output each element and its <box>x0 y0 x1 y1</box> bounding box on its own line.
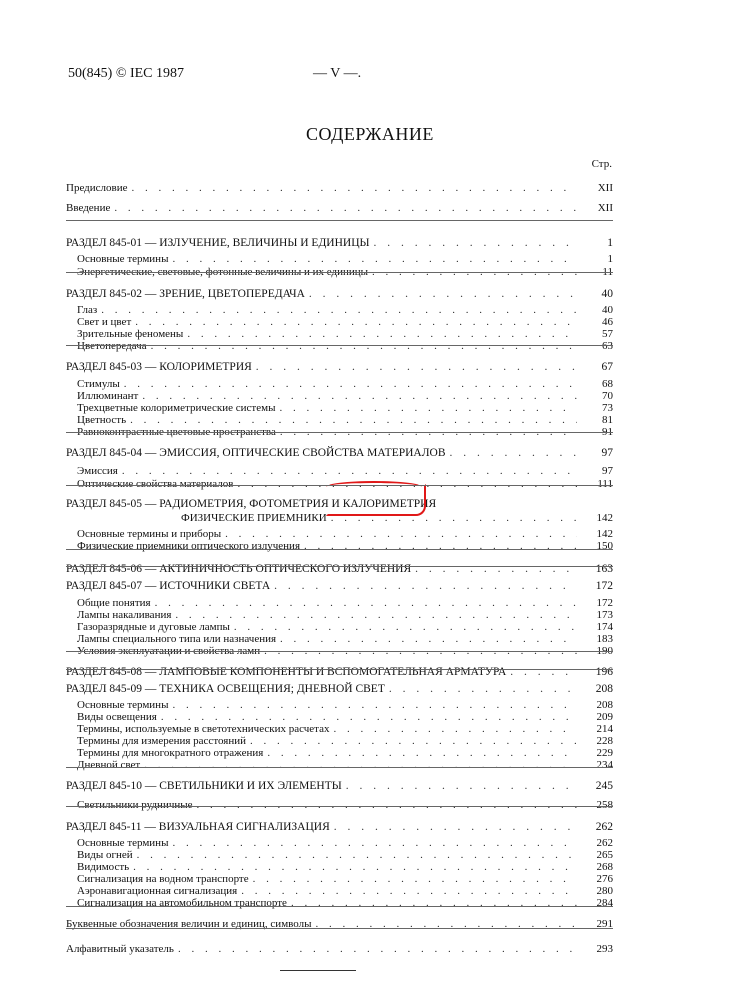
toc-entry-label: Иллюминант <box>77 390 139 402</box>
toc-leader-dots <box>114 202 577 214</box>
toc-page-number: 262 <box>596 837 613 849</box>
toc-entry-label: Термины для измерения расстояний <box>77 735 246 747</box>
toc-leader-dots <box>274 580 577 592</box>
toc-leader-dots <box>389 683 577 695</box>
toc-entry-label: РАЗДЕЛ 845-09 — ТЕХНИКА ОСВЕЩЕНИЯ; ДНЕВНОЙ СВЕТ <box>66 683 385 695</box>
toc-page-number: 172 <box>596 597 613 609</box>
toc-entry-row <box>66 251 613 265</box>
toc-page-number: 46 <box>602 316 613 328</box>
toc-page-number: 234 <box>596 759 613 771</box>
section-divider <box>66 767 613 768</box>
toc-page-number: 40 <box>602 304 613 316</box>
toc-section-row <box>66 664 613 678</box>
page-title: СОДЕРЖАНИЕ <box>306 124 434 144</box>
toc-entry-label: Аэронавигационная сигнализация <box>77 885 238 897</box>
toc-leader-dots <box>291 897 577 909</box>
toc-section-row <box>66 578 613 592</box>
toc-page-number: 209 <box>596 711 613 723</box>
toc-section-row <box>66 561 613 575</box>
toc-page-number: 196 <box>595 666 613 678</box>
toc-entry-label: Виды освещения <box>77 711 157 723</box>
toc-page-number: 245 <box>595 780 613 792</box>
toc-entry-label: Термины, используемые в светотехнических расчетах <box>77 723 330 735</box>
toc-page-number: 173 <box>596 609 613 621</box>
section-divider <box>66 432 613 433</box>
toc-page-number: 73 <box>602 402 613 414</box>
toc-entry-label: Предисловие <box>66 182 128 194</box>
toc-entry-label: Оптические свойства материалов <box>77 478 234 490</box>
header-page-number: — V —. <box>313 66 362 81</box>
toc-entry-label: Видимость <box>77 861 130 873</box>
toc-leader-dots <box>346 780 577 792</box>
toc-entry-label: Лампы накаливания <box>77 609 172 621</box>
red-highlight-mark-underline <box>326 484 426 516</box>
toc-page-number: 1 <box>607 237 613 249</box>
toc-page-number: 208 <box>595 683 613 695</box>
toc-entry-label: Общие понятия <box>77 597 151 609</box>
toc-entry-label: Глаз <box>77 304 98 316</box>
toc-section-row <box>66 778 613 792</box>
toc-leader-dots <box>144 759 577 771</box>
toc-page-number: XII <box>597 182 613 194</box>
toc-page-number: 91 <box>602 426 613 438</box>
toc-leader-dots <box>256 361 577 373</box>
toc-page-number: 63 <box>602 340 613 352</box>
toc-page-number: 57 <box>602 328 613 340</box>
toc-page-number: 284 <box>596 897 613 909</box>
toc-leader-dots <box>334 821 577 833</box>
toc-entry-label: Дневной свет <box>77 759 141 771</box>
toc-entry-label: РАЗДЕЛ 845-07 — ИСТОЧНИКИ СВЕТА <box>66 580 271 592</box>
toc-page-number: 291 <box>596 918 613 930</box>
toc-page-number: 1 <box>607 253 613 265</box>
section-divider <box>66 272 613 273</box>
page-column-label: Стр. <box>591 158 612 170</box>
toc-entry-label: РАЗДЕЛ 845-10 — СВЕТИЛЬНИКИ И ИХ ЭЛЕМЕНТЫ <box>66 780 342 792</box>
toc-entry-row <box>66 643 613 657</box>
toc-section-row <box>66 286 613 300</box>
section-divider <box>66 669 613 670</box>
toc-entry-label: РАЗДЕЛ 845-04 — ЭМИССИЯ, ОПТИЧЕСКИЕ СВОЙСТВА МАТЕРИАЛОВ <box>66 447 446 459</box>
toc-entry-label: РАЗДЕЛ 845-06 — АКТИНИЧНОСТЬ ОПТИЧЕСКОГО ИЗЛУЧЕНИЯ <box>66 563 412 575</box>
toc-entry-label: Энергетические, световые, фотонные величины и их единицы <box>77 266 369 278</box>
toc-entry-label: Светильники рудничные <box>77 799 193 811</box>
section-divider <box>66 549 613 550</box>
toc-section-row <box>66 445 613 459</box>
section-divider <box>66 566 613 567</box>
toc-entry-label: РАЗДЕЛ 845-02 — ЗРЕНИЕ, ЦВЕТОПЕРЕДАЧА <box>66 288 305 300</box>
toc-leader-dots <box>309 288 577 300</box>
toc-page-number: 142 <box>596 528 613 540</box>
toc-page-number: 280 <box>596 885 613 897</box>
toc-page-number: 111 <box>597 478 613 490</box>
section-divider <box>66 345 613 346</box>
toc-entry-label: Лампы специального типа или назначения <box>77 633 277 645</box>
toc-leader-dots <box>450 447 577 459</box>
toc-leader-dots <box>151 340 577 352</box>
toc-page-number: 67 <box>601 361 613 373</box>
toc-leader-dots <box>178 943 577 955</box>
toc-page-number: 163 <box>595 563 613 575</box>
toc-entry-label: Условия эксплуатации и свойства ламп <box>77 645 261 657</box>
toc-leader-dots <box>304 540 577 552</box>
toc-page-number: 172 <box>595 580 613 592</box>
toc-page-number: 174 <box>596 621 613 633</box>
header-standard-id: 50(845) © IEC 1987 <box>68 66 185 81</box>
toc-page-number: 265 <box>596 849 613 861</box>
toc-entry-label: Буквенные обозначения величин и единиц, символы <box>66 918 312 930</box>
toc-entry-row <box>66 463 613 477</box>
toc-entry-label: РАЗДЕЛ 845-01 — ИЗЛУЧЕНИЕ, ВЕЛИЧИНЫ И ЕДИНИЦЫ <box>66 237 370 249</box>
toc-leader-dots <box>415 563 577 575</box>
toc-entry-label: Цветопередача <box>77 340 147 352</box>
toc-page-number: 258 <box>596 799 613 811</box>
toc-page-number: 97 <box>601 447 613 459</box>
toc-page-number: XII <box>597 202 613 214</box>
toc-page-number: 183 <box>596 633 613 645</box>
toc-page-number: 214 <box>596 723 613 735</box>
toc-entry-row <box>66 200 613 214</box>
toc-leader-dots <box>374 237 577 249</box>
toc-entry-label: Основные термины <box>77 253 169 265</box>
toc-entry-label: РАЗДЕЛ 845-08 — ЛАМПОВЫЕ КОМПОНЕНТЫ И ВСПОМОГАТЕЛЬНАЯ АРМАТУРА <box>66 666 507 678</box>
toc-page-number: 70 <box>602 390 613 402</box>
toc-section-row <box>66 681 613 695</box>
section-divider <box>66 806 613 807</box>
toc-entry-label: Трехцветные колориметрические системы <box>77 402 276 414</box>
toc-entry-label: Виды огней <box>77 849 133 861</box>
toc-page-number: 97 <box>602 465 613 477</box>
toc-entry-label: РАЗДЕЛ 845-11 — ВИЗУАЛЬНАЯ СИГНАЛИЗАЦИЯ <box>66 821 330 833</box>
toc-leader-dots <box>132 182 578 194</box>
toc-entry-label: Равноконтрастные цветовые пространства <box>77 426 276 438</box>
toc-entry-row <box>66 797 613 811</box>
toc-page-number: 190 <box>596 645 613 657</box>
toc-entry-label: ФИЗИЧЕСКИЕ ПРИЕМНИКИ <box>181 512 327 524</box>
toc-entry-row <box>66 424 613 438</box>
toc-entry-row <box>66 757 613 771</box>
toc-page-number: 81 <box>602 414 613 426</box>
toc-page-number: 268 <box>596 861 613 873</box>
toc-page-number: 150 <box>596 540 613 552</box>
footer-rule <box>280 970 356 971</box>
toc-page-number: 142 <box>596 512 613 524</box>
toc-page-number: 228 <box>596 735 613 747</box>
toc-entry-label: Термины для многократного отражения <box>77 747 264 759</box>
toc-section-row <box>66 359 613 373</box>
section-divider <box>66 651 613 652</box>
toc-entry-label: Цветность <box>77 414 127 426</box>
toc-page-number: 229 <box>596 747 613 759</box>
toc-page-number: 276 <box>596 873 613 885</box>
toc-entry-label: Стимулы <box>77 378 120 390</box>
section-divider <box>66 485 613 486</box>
toc-entry-label: Алфавитный указатель <box>66 943 174 955</box>
toc-entry-label: Сигнализация на водном транспорте <box>77 873 249 885</box>
section-divider <box>66 906 613 907</box>
toc-section-row <box>66 235 613 249</box>
toc-page-number: 208 <box>596 699 613 711</box>
toc-leader-dots <box>197 799 577 811</box>
toc-page-number: 293 <box>596 943 613 955</box>
toc-entry-label: Физические приемники оптического излучения <box>77 540 301 552</box>
toc-page-number: 11 <box>602 266 613 278</box>
toc-entry-label: РАЗДЕЛ 845-05 — РАДИОМЕТРИЯ, ФОТОМЕТРИЯ И КАЛОРИМЕТРИЯ <box>66 498 437 510</box>
toc-entry-label: Введение <box>66 202 111 214</box>
toc-entry-label: Основные термины <box>77 699 169 711</box>
toc-entry-row <box>66 264 613 278</box>
toc-section-row <box>66 819 613 833</box>
toc-entry-label: Основные термины <box>77 837 169 849</box>
toc-entry-row <box>66 941 613 955</box>
section-divider <box>66 928 613 929</box>
toc-entry-label: Свет и цвет <box>77 316 132 328</box>
toc-page-number: 40 <box>601 288 613 300</box>
toc-entry-label: Сигнализация на автомобильном транспорте <box>77 897 287 909</box>
toc-entry-label: Основные термины и приборы <box>77 528 222 540</box>
toc-leader-dots <box>510 666 577 678</box>
toc-entry-row <box>66 180 613 194</box>
toc-entry-label: РАЗДЕЛ 845-03 — КОЛОРИМЕТРИЯ <box>66 361 252 373</box>
section-divider <box>66 220 613 221</box>
toc-entry-label: Газоразрядные и дуговые лампы <box>77 621 230 633</box>
toc-entry-label: Эмиссия <box>77 465 118 477</box>
toc-page-number: 68 <box>602 378 613 390</box>
toc-entry-label: Зрительные феномены <box>77 328 184 340</box>
toc-page-number: 262 <box>595 821 613 833</box>
